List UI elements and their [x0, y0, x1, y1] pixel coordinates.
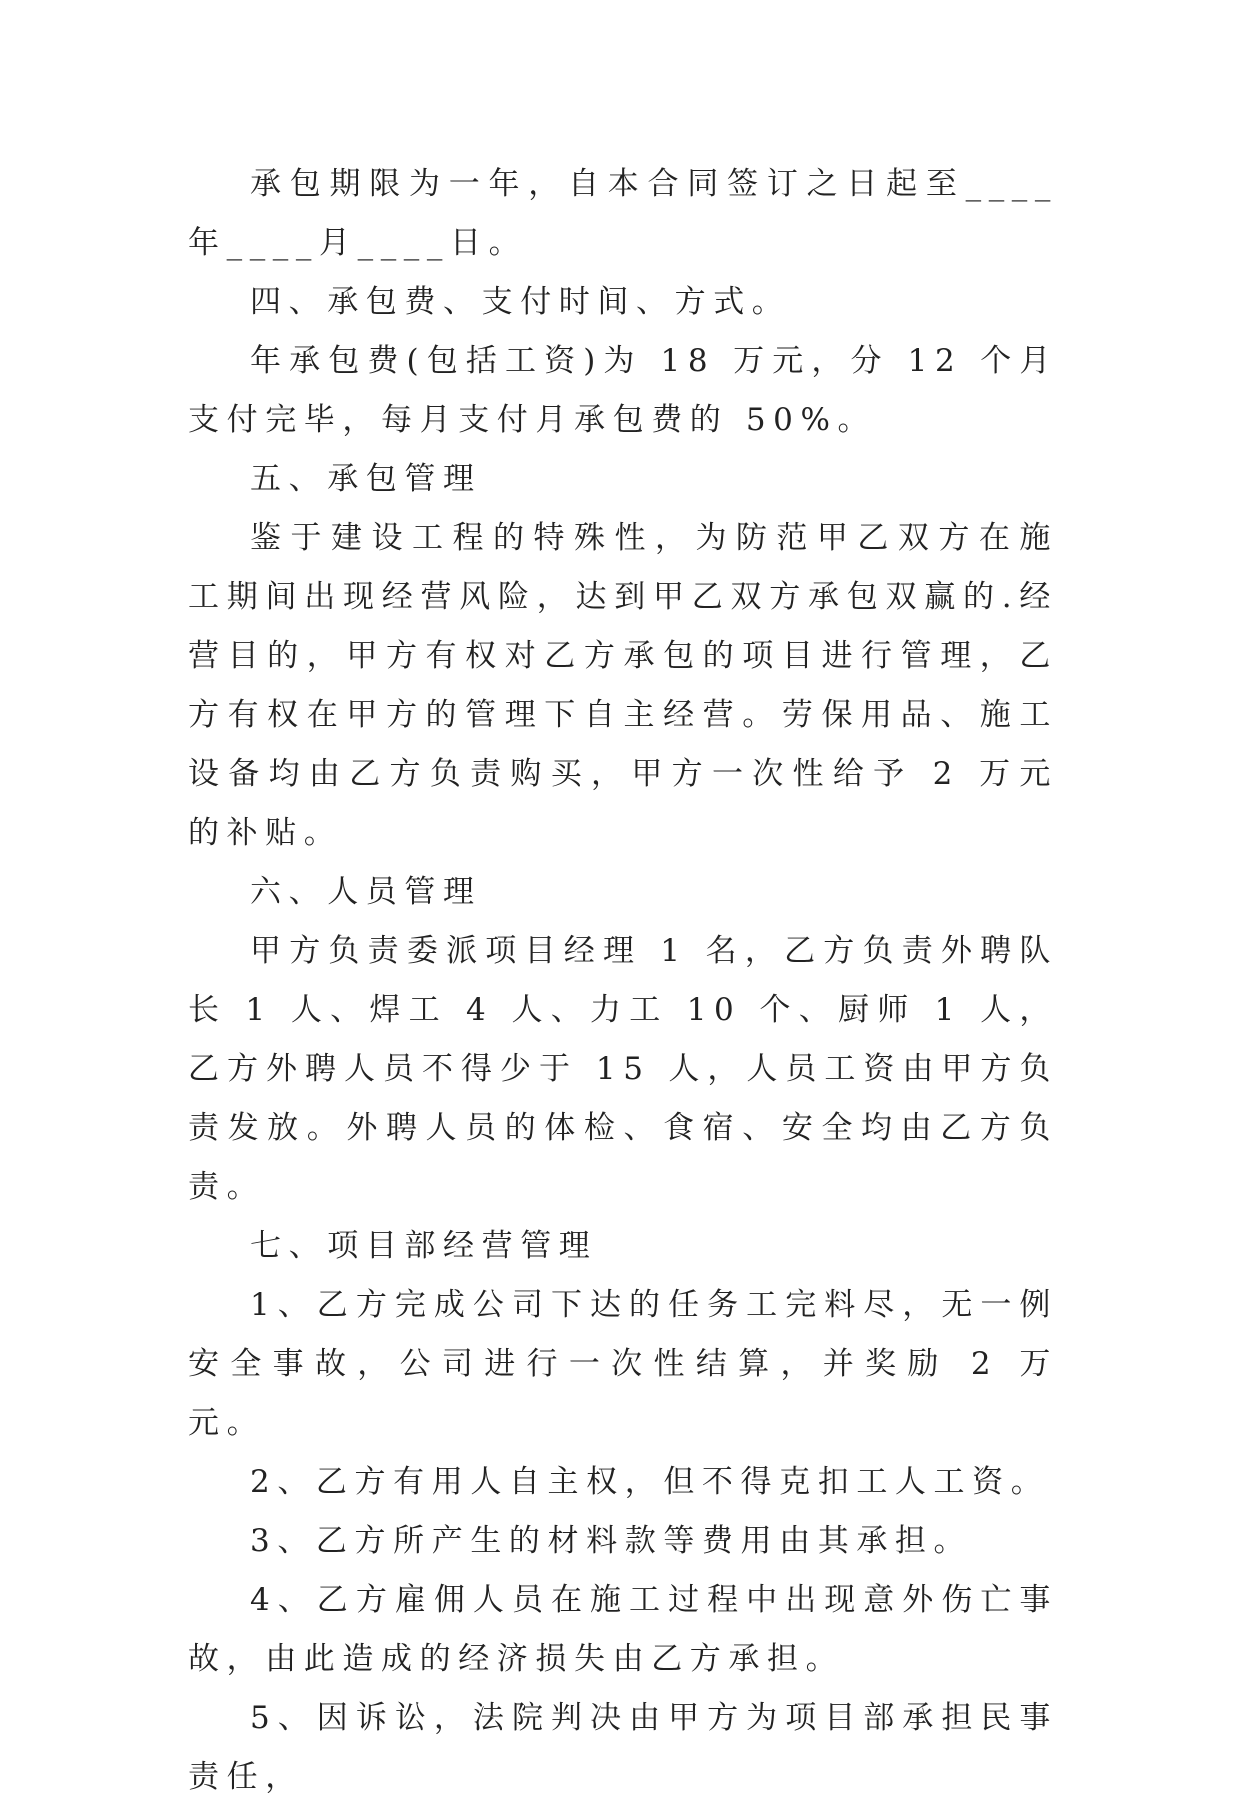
paragraph-fee: 年承包费(包括工资)为 18 万元，分 12 个月支付完毕，每月支付月承包费的 50%。 [188, 343, 1058, 438]
list-item-3: 3、乙方所产生的材料款等费用由其承担。 [250, 1523, 973, 1559]
paragraph-management: 鉴于建设工程的特殊性，为防范甲乙双方在施工期间出现经营风险，达到甲乙双方承包双赢的.经营目的，甲方有权对乙方承包的项目进行管理，乙方有权在甲方的管理下自主经营。劳保用品、施工设备均由乙方负责购买，甲方一次性给予 2 万元的补贴。 [188, 520, 1058, 851]
list-item-5: 5、因诉讼，法院判决由甲方为项目部承担民事责任， [188, 1700, 1058, 1795]
heading-section-4: 四、承包费、支付时间、方式。 [250, 284, 791, 320]
document-body [188, 155, 1058, 1807]
heading-section-5: 五、承包管理 [250, 461, 482, 497]
list-item-1: 1、乙方完成公司下达的任务工完料尽，无一例安全事故，公司进行一次性结算，并奖励 2 万元。 [188, 1287, 1058, 1441]
list-item-2: 2、乙方有用人自主权，但不得克扣工人工资。 [250, 1464, 1050, 1500]
paragraph-personnel: 甲方负责委派项目经理 1 名，乙方负责外聘队长 1 人、焊工 4 人、力工 10 个、厨师 1 人，乙方外聘人员不得少于 15 人，人员工资由甲方负责发放。外聘人员的体检、食宿、安全均由乙方负责。 [188, 933, 1058, 1205]
heading-section-7: 七、项目部经营管理 [250, 1228, 598, 1264]
heading-section-6: 六、人员管理 [250, 874, 482, 910]
paragraph-term: 承包期限为一年，自本合同签订之日起至____年____月____日。 [188, 166, 1058, 261]
list-item-4: 4、乙方雇佣人员在施工过程中出现意外伤亡事故，由此造成的经济损失由乙方承担。 [188, 1582, 1058, 1677]
